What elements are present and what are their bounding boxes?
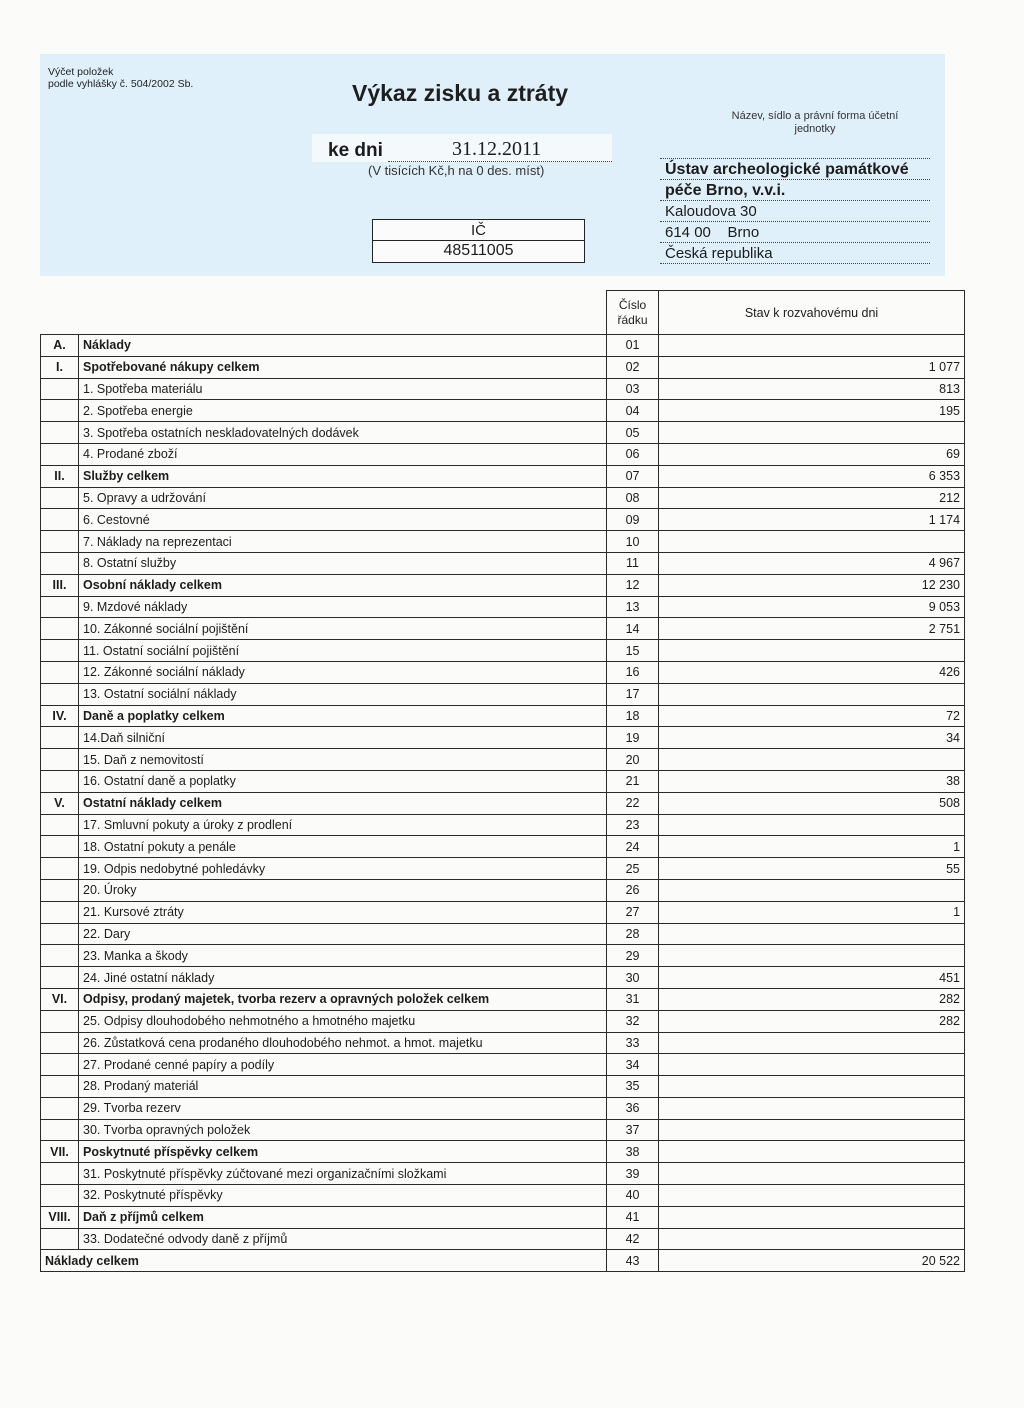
- row-value: [659, 422, 965, 444]
- date-label: ke dni: [328, 140, 383, 161]
- table-row: [41, 879, 965, 901]
- row-value: 6 353: [659, 465, 965, 487]
- table-row: [41, 770, 965, 792]
- table-row: [41, 378, 965, 400]
- entity-name-1: Ústav archeologické památkové: [660, 158, 930, 180]
- row-section: [41, 1076, 79, 1098]
- table-row: [41, 487, 965, 509]
- row-section: VI.: [41, 988, 79, 1010]
- row-value: 282: [659, 1010, 965, 1032]
- row-section: [41, 945, 79, 967]
- row-name: 7. Náklady na reprezentaci: [79, 531, 607, 553]
- row-name: 9. Mzdové náklady: [79, 596, 607, 618]
- table-row: [41, 1228, 965, 1250]
- row-section: [41, 879, 79, 901]
- row-number: 25: [607, 858, 659, 880]
- entity-label: Název, sídlo a právní forma účetní jednotky: [731, 110, 899, 135]
- row-name: 32. Poskytnuté příspěvky: [79, 1185, 607, 1207]
- row-name: 27. Prodané cenné papíry a podíly: [79, 1054, 607, 1076]
- row-number: 28: [607, 923, 659, 945]
- row-name: 31. Poskytnuté příspěvky zúčtované mezi organizačními složkami: [79, 1163, 607, 1185]
- table-row: [41, 749, 965, 771]
- row-section: [41, 1119, 79, 1141]
- row-value: [659, 531, 965, 553]
- table-row: [41, 967, 965, 989]
- table-row: [41, 988, 965, 1010]
- row-name: 19. Odpis nedobytné pohledávky: [79, 858, 607, 880]
- row-section: [41, 509, 79, 531]
- row-section: [41, 1228, 79, 1250]
- row-number: 36: [607, 1097, 659, 1119]
- row-value: 813: [659, 378, 965, 400]
- row-number: 22: [607, 792, 659, 814]
- row-number: 03: [607, 378, 659, 400]
- table-row: [41, 1032, 965, 1054]
- row-value: [659, 640, 965, 662]
- row-value: [659, 1141, 965, 1163]
- table-row: [41, 596, 965, 618]
- row-section: [41, 443, 79, 465]
- row-value: 282: [659, 988, 965, 1010]
- row-value: [659, 1076, 965, 1098]
- date-underline: [388, 161, 612, 162]
- row-value: [659, 335, 965, 357]
- row-name: 33. Dodatečné odvody daně z příjmů: [79, 1228, 607, 1250]
- row-section: [41, 1032, 79, 1054]
- row-section: [41, 727, 79, 749]
- row-section: [41, 618, 79, 640]
- table-row: [41, 443, 965, 465]
- entity-city: 614 00 Brno: [660, 222, 930, 243]
- table-row: [41, 923, 965, 945]
- row-value: 2 751: [659, 618, 965, 640]
- row-section: III.: [41, 574, 79, 596]
- table-row: [41, 727, 965, 749]
- row-number: 27: [607, 901, 659, 923]
- row-section: VII.: [41, 1141, 79, 1163]
- table-row: [41, 400, 965, 422]
- date-value: 31.12.2011: [452, 138, 542, 160]
- row-name: Spotřebované nákupy celkem: [79, 356, 607, 378]
- row-number: 40: [607, 1185, 659, 1207]
- entity-block: [660, 158, 930, 264]
- row-section: [41, 531, 79, 553]
- row-value: [659, 945, 965, 967]
- row-number: 18: [607, 705, 659, 727]
- row-value: 4 967: [659, 552, 965, 574]
- row-section: [41, 683, 79, 705]
- row-value: [659, 1206, 965, 1228]
- row-name: 23. Manka a škody: [79, 945, 607, 967]
- row-value: 9 053: [659, 596, 965, 618]
- row-section: [41, 378, 79, 400]
- table-row: [41, 1097, 965, 1119]
- row-section: [41, 967, 79, 989]
- row-name: Osobní náklady celkem: [79, 574, 607, 596]
- row-section: [41, 1163, 79, 1185]
- row-section: II.: [41, 465, 79, 487]
- row-name: 6. Cestovné: [79, 509, 607, 531]
- row-section: VIII.: [41, 1206, 79, 1228]
- row-name: 30. Tvorba opravných položek: [79, 1119, 607, 1141]
- row-name: 15. Daň z nemovitostí: [79, 749, 607, 771]
- total-label: Náklady celkem: [41, 1250, 607, 1272]
- row-name: 20. Úroky: [79, 879, 607, 901]
- row-number: 04: [607, 400, 659, 422]
- row-name: 13. Ostatní sociální náklady: [79, 683, 607, 705]
- row-name: 17. Smluvní pokuty a úroky z prodlení: [79, 814, 607, 836]
- table-row: [41, 531, 965, 553]
- row-number: 26: [607, 879, 659, 901]
- row-name: Náklady: [79, 335, 607, 357]
- row-number: 21: [607, 770, 659, 792]
- row-number: 02: [607, 356, 659, 378]
- row-value: [659, 749, 965, 771]
- row-value: 34: [659, 727, 965, 749]
- row-number: 13: [607, 596, 659, 618]
- row-value: [659, 814, 965, 836]
- row-number: 16: [607, 661, 659, 683]
- table-row: [41, 1076, 965, 1098]
- row-name: 11. Ostatní sociální pojištění: [79, 640, 607, 662]
- row-value: 195: [659, 400, 965, 422]
- row-value: 508: [659, 792, 965, 814]
- row-value: 1: [659, 901, 965, 923]
- table-row: [41, 836, 965, 858]
- row-section: [41, 814, 79, 836]
- row-number: 37: [607, 1119, 659, 1141]
- row-name: 24. Jiné ostatní náklady: [79, 967, 607, 989]
- table-row: [41, 683, 965, 705]
- row-section: [41, 422, 79, 444]
- row-number: 34: [607, 1054, 659, 1076]
- row-value: 69: [659, 443, 965, 465]
- row-value: [659, 683, 965, 705]
- row-number: 19: [607, 727, 659, 749]
- entity-country: Česká republika: [660, 243, 930, 264]
- row-value: 426: [659, 661, 965, 683]
- table-row: [41, 1206, 965, 1228]
- row-section: [41, 749, 79, 771]
- table-row: [41, 1119, 965, 1141]
- row-value: [659, 1228, 965, 1250]
- table-row: [41, 1054, 965, 1076]
- row-number: 33: [607, 1032, 659, 1054]
- row-section: [41, 596, 79, 618]
- row-section: I.: [41, 356, 79, 378]
- table-row: [41, 356, 965, 378]
- col-value: Stav k rozvahovému dni: [659, 291, 965, 335]
- row-value: [659, 1054, 965, 1076]
- row-value: [659, 879, 965, 901]
- row-value: 451: [659, 967, 965, 989]
- table-row: [41, 858, 965, 880]
- row-value: 55: [659, 858, 965, 880]
- table-row: [41, 640, 965, 662]
- table-row: [41, 574, 965, 596]
- row-section: [41, 1054, 79, 1076]
- row-name: Poskytnuté příspěvky celkem: [79, 1141, 607, 1163]
- table-row: [41, 1010, 965, 1032]
- row-name: 26. Zůstatková cena prodaného dlouhodobého nehmot. a hmot. majetku: [79, 1032, 607, 1054]
- total-row-number: 43: [607, 1250, 659, 1272]
- row-name: 5. Opravy a udržování: [79, 487, 607, 509]
- row-number: 31: [607, 988, 659, 1010]
- table-row: [41, 945, 965, 967]
- table-row: [41, 1185, 965, 1207]
- row-number: 29: [607, 945, 659, 967]
- row-value: [659, 1097, 965, 1119]
- ic-label: IČ: [373, 220, 584, 241]
- row-number: 32: [607, 1010, 659, 1032]
- table-row: [41, 1163, 965, 1185]
- row-name: 21. Kursové ztráty: [79, 901, 607, 923]
- row-name: Odpisy, prodaný majetek, tvorba rezerv a opravných položek celkem: [79, 988, 607, 1010]
- row-section: [41, 901, 79, 923]
- row-number: 07: [607, 465, 659, 487]
- row-section: [41, 487, 79, 509]
- page-title: Výkaz zisku a ztráty: [352, 80, 569, 106]
- row-section: [41, 836, 79, 858]
- row-number: 24: [607, 836, 659, 858]
- row-name: 25. Odpisy dlouhodobého nehmotného a hmotného majetku: [79, 1010, 607, 1032]
- entity-street: Kaloudova 30: [660, 201, 930, 222]
- ic-value: 48511005: [443, 242, 514, 259]
- row-section: A.: [41, 335, 79, 357]
- row-value: 1 174: [659, 509, 965, 531]
- row-value: 1 077: [659, 356, 965, 378]
- table-row: [41, 792, 965, 814]
- table-row: [41, 552, 965, 574]
- row-name: 28. Prodaný materiál: [79, 1076, 607, 1098]
- table-row: [41, 705, 965, 727]
- row-value: [659, 1119, 965, 1141]
- row-name: 18. Ostatní pokuty a penále: [79, 836, 607, 858]
- table-row: [41, 618, 965, 640]
- row-number: 17: [607, 683, 659, 705]
- row-name: 10. Zákonné sociální pojištění: [79, 618, 607, 640]
- table-header: [41, 291, 965, 335]
- row-name: Daně a poplatky celkem: [79, 705, 607, 727]
- table-row: [41, 509, 965, 531]
- row-section: [41, 923, 79, 945]
- ic-box: [372, 219, 585, 263]
- row-name: 8. Ostatní služby: [79, 552, 607, 574]
- row-value: [659, 923, 965, 945]
- row-value: 12 230: [659, 574, 965, 596]
- row-name: 22. Dary: [79, 923, 607, 945]
- row-number: 23: [607, 814, 659, 836]
- table-row: [41, 1141, 965, 1163]
- table-row: [41, 901, 965, 923]
- row-number: 15: [607, 640, 659, 662]
- row-name: Daň z příjmů celkem: [79, 1206, 607, 1228]
- regulation-line-2: podle vyhlášky č. 504/2002 Sb.: [48, 78, 194, 90]
- row-number: 12: [607, 574, 659, 596]
- row-section: [41, 400, 79, 422]
- row-number: 08: [607, 487, 659, 509]
- row-name: 3. Spotřeba ostatních neskladovatelných dodávek: [79, 422, 607, 444]
- row-value: [659, 1163, 965, 1185]
- row-value: 38: [659, 770, 965, 792]
- units-note: (V tisících Kč,h na 0 des. míst): [368, 163, 545, 178]
- row-value: 72: [659, 705, 965, 727]
- regulation-line-1: Výčet položek: [48, 66, 114, 78]
- row-section: [41, 661, 79, 683]
- row-name: 1. Spotřeba materiálu: [79, 378, 607, 400]
- row-section: V.: [41, 792, 79, 814]
- row-value: 212: [659, 487, 965, 509]
- row-number: 06: [607, 443, 659, 465]
- regulation-note: [48, 66, 193, 90]
- table-row: [41, 814, 965, 836]
- row-name: 29. Tvorba rezerv: [79, 1097, 607, 1119]
- row-number: 09: [607, 509, 659, 531]
- row-value: [659, 1032, 965, 1054]
- table-row: [41, 465, 965, 487]
- table-row: [41, 335, 965, 357]
- row-name: 2. Spotřeba energie: [79, 400, 607, 422]
- row-number: 30: [607, 967, 659, 989]
- row-number: 11: [607, 552, 659, 574]
- row-section: [41, 1097, 79, 1119]
- row-number: 38: [607, 1141, 659, 1163]
- row-name: 12. Zákonné sociální náklady: [79, 661, 607, 683]
- table-row: [41, 661, 965, 683]
- total-row: [41, 1250, 965, 1272]
- entity-name-2: péče Brno, v.v.i.: [660, 180, 930, 201]
- row-section: IV.: [41, 705, 79, 727]
- row-number: 20: [607, 749, 659, 771]
- row-number: 41: [607, 1206, 659, 1228]
- row-number: 05: [607, 422, 659, 444]
- row-name: 4. Prodané zboží: [79, 443, 607, 465]
- row-name: 14.Daň silniční: [79, 727, 607, 749]
- profit-loss-table: [40, 290, 965, 1272]
- row-section: [41, 1010, 79, 1032]
- row-number: 35: [607, 1076, 659, 1098]
- row-section: [41, 1185, 79, 1207]
- row-number: 42: [607, 1228, 659, 1250]
- row-section: [41, 640, 79, 662]
- row-number: 39: [607, 1163, 659, 1185]
- row-section: [41, 858, 79, 880]
- row-name: Služby celkem: [79, 465, 607, 487]
- table-row: [41, 422, 965, 444]
- col-row-number: Číslo řádku: [607, 291, 659, 335]
- row-name: Ostatní náklady celkem: [79, 792, 607, 814]
- row-name: 16. Ostatní daně a poplatky: [79, 770, 607, 792]
- row-number: 10: [607, 531, 659, 553]
- row-section: [41, 770, 79, 792]
- date-row: [312, 134, 612, 162]
- row-number: 14: [607, 618, 659, 640]
- row-section: [41, 552, 79, 574]
- row-value: [659, 1185, 965, 1207]
- row-value: 1: [659, 836, 965, 858]
- row-number: 01: [607, 335, 659, 357]
- total-value: 20 522: [659, 1250, 965, 1272]
